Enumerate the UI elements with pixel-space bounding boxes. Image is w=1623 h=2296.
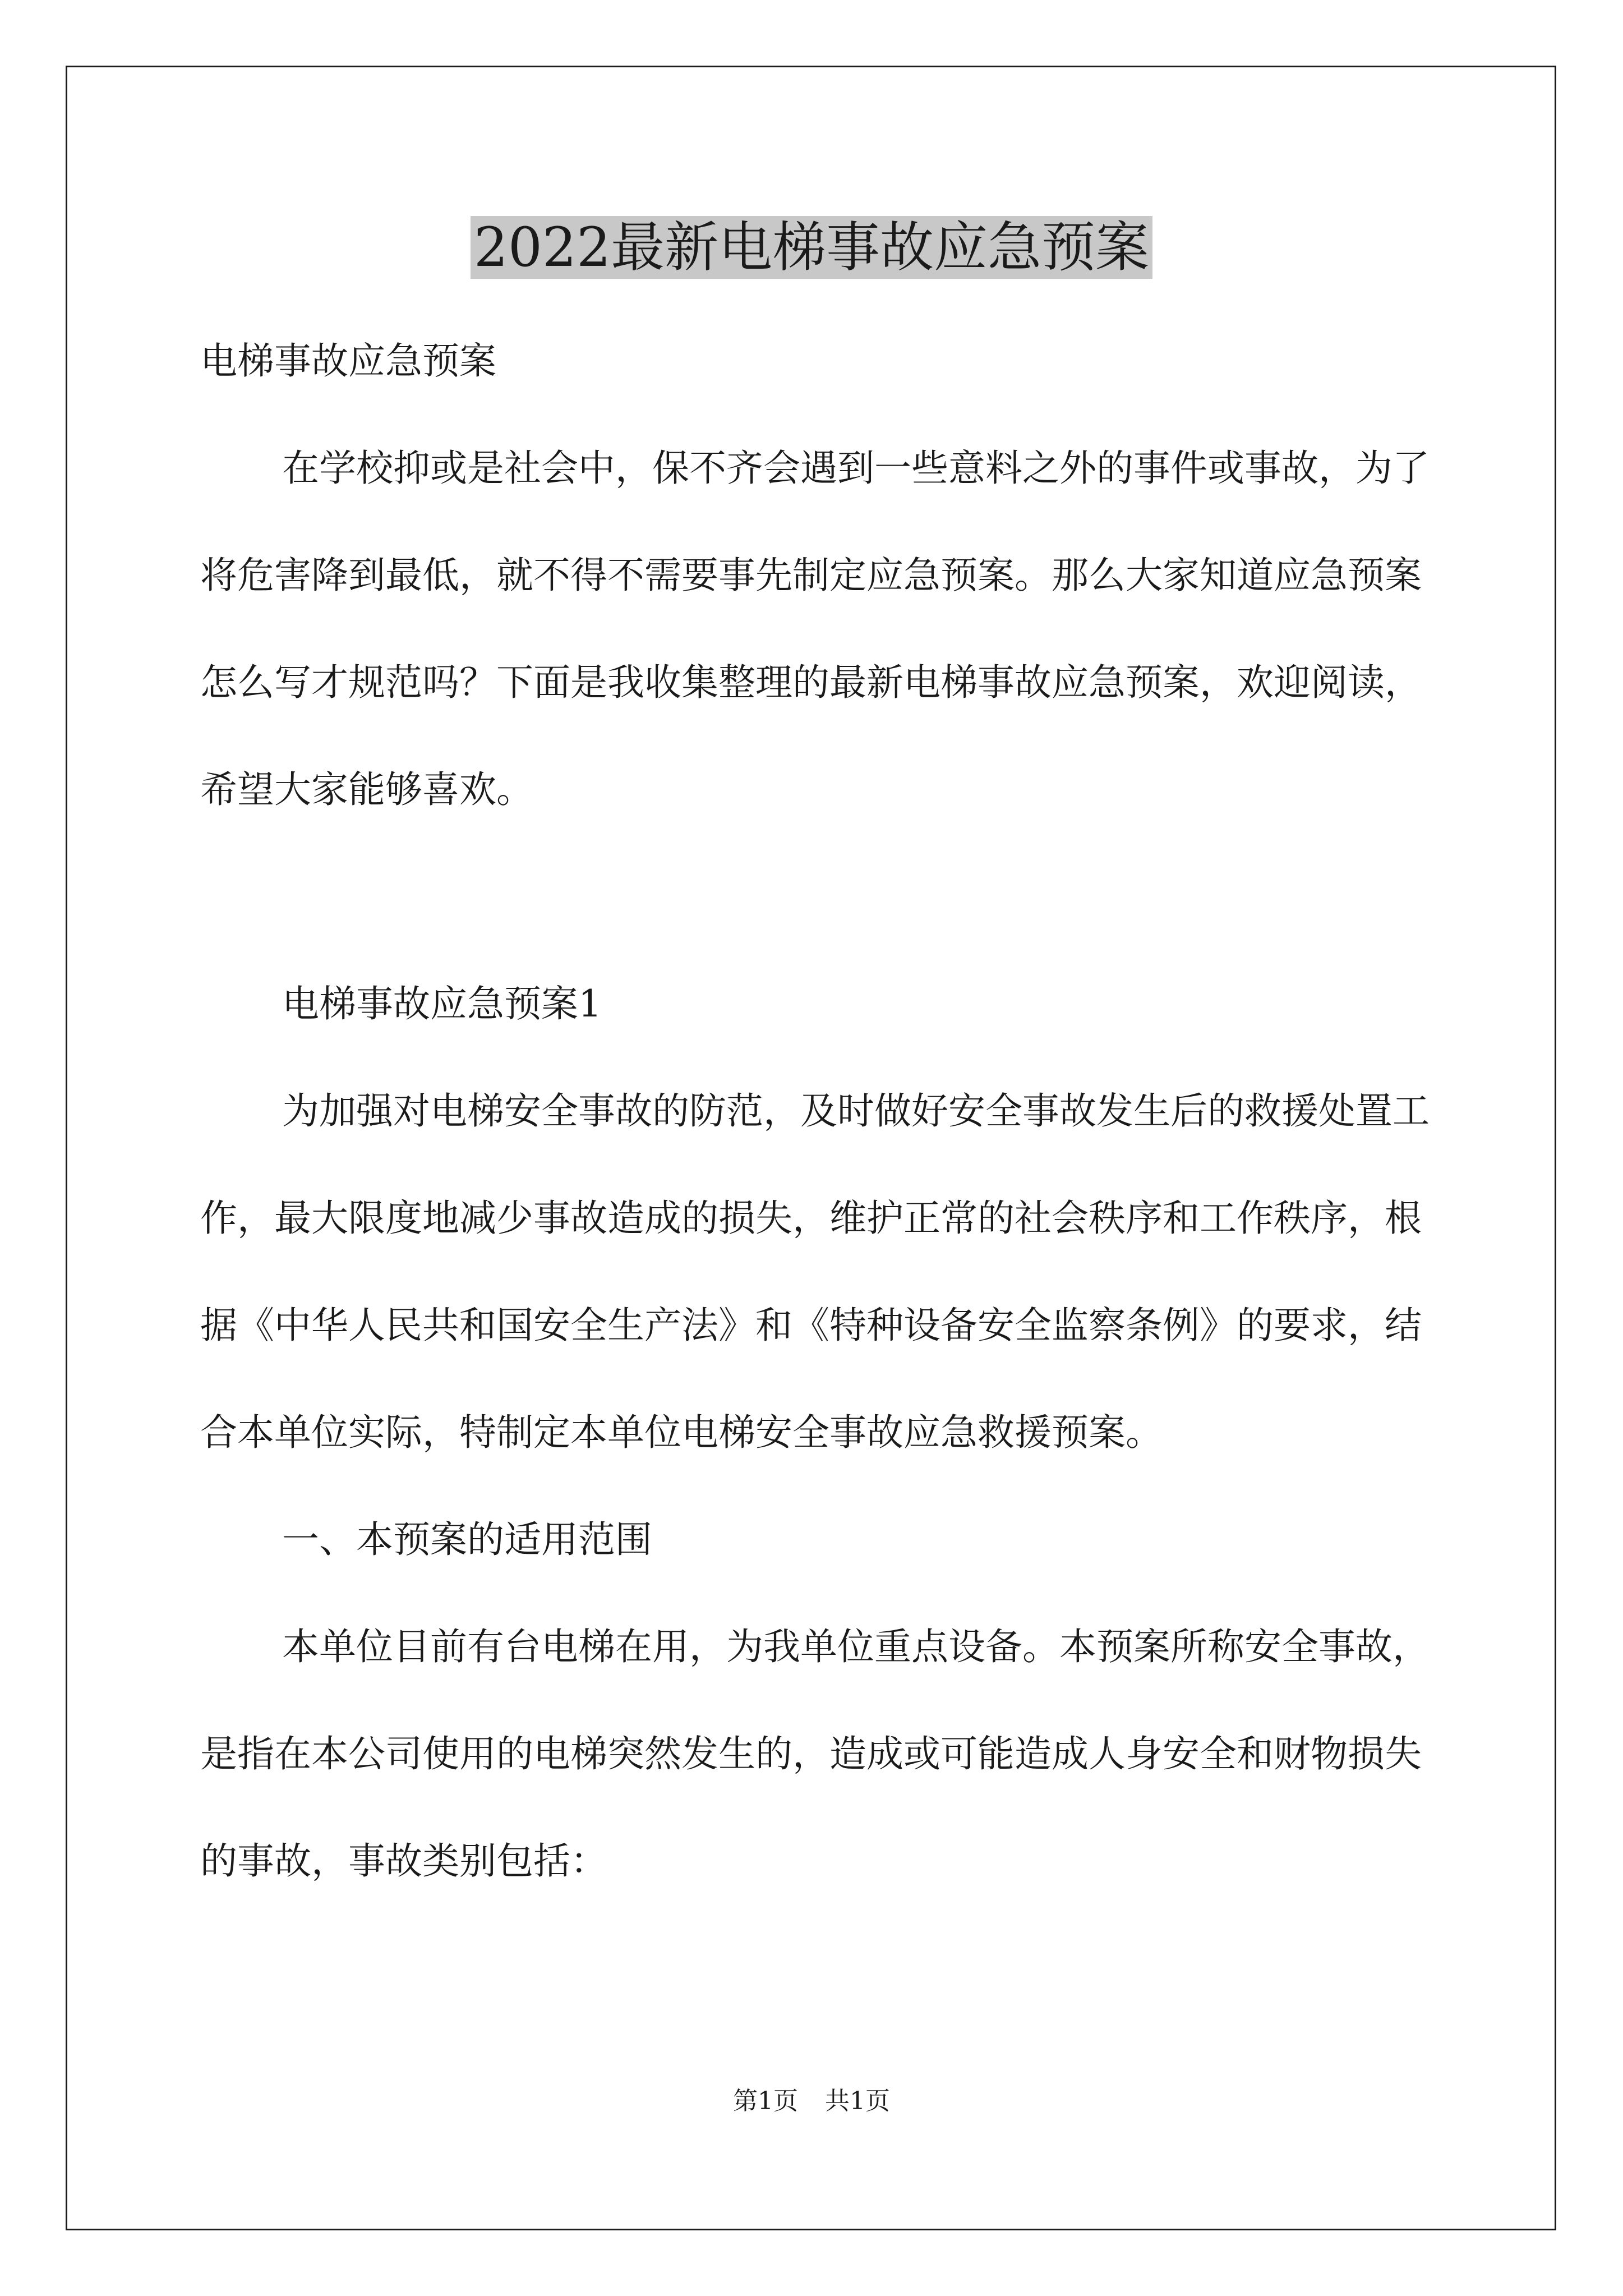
body-paragraph: 本单位目前有台电梯在用，为我单位重点设备。本预案所称安全事故，是指在本公司使用的电梯突然发生的，造成或可能造成人身安全和财物损失的事故，事故类别包括： — [200, 1625, 1430, 1883]
document-body — [200, 307, 1432, 1915]
body-paragraph: 为加强对电梯安全事故的防范，及时做好安全事故发生后的救援处置工作，最大限度地减少事故造成的损失，维护正常的社会秩序和工作秩序，根据《中华人民共和国安全生产法》和《特种设备安全监察条例》的要求，结合本单位实际，特制定本单位电梯安全事故应急救援预案。 — [200, 1089, 1430, 1454]
page-number: 第1页 — [733, 2087, 798, 2115]
list-heading: 一、本预案的适用范围 — [282, 1518, 652, 1561]
document-title-text: 2022最新电梯事故应急预案 — [471, 216, 1152, 279]
page-total: 共1页 — [825, 2087, 890, 2115]
section-heading: 电梯事故应急预案 — [200, 339, 496, 383]
subsection-heading: 电梯事故应急预案1 — [282, 982, 602, 1025]
intro-paragraph: 在学校抑或是社会中，保不齐会遇到一些意料之外的事件或事故，为了将危害降到最低，就不得不需要事先制定应急预案。那么大家知道应急预案怎么写才规范吗？下面是我收集整理的最新电梯事故应急预案，欢迎阅读，希望大家能够喜欢。 — [200, 447, 1430, 811]
document-title — [0, 211, 1623, 284]
page-footer — [0, 2085, 1623, 2118]
